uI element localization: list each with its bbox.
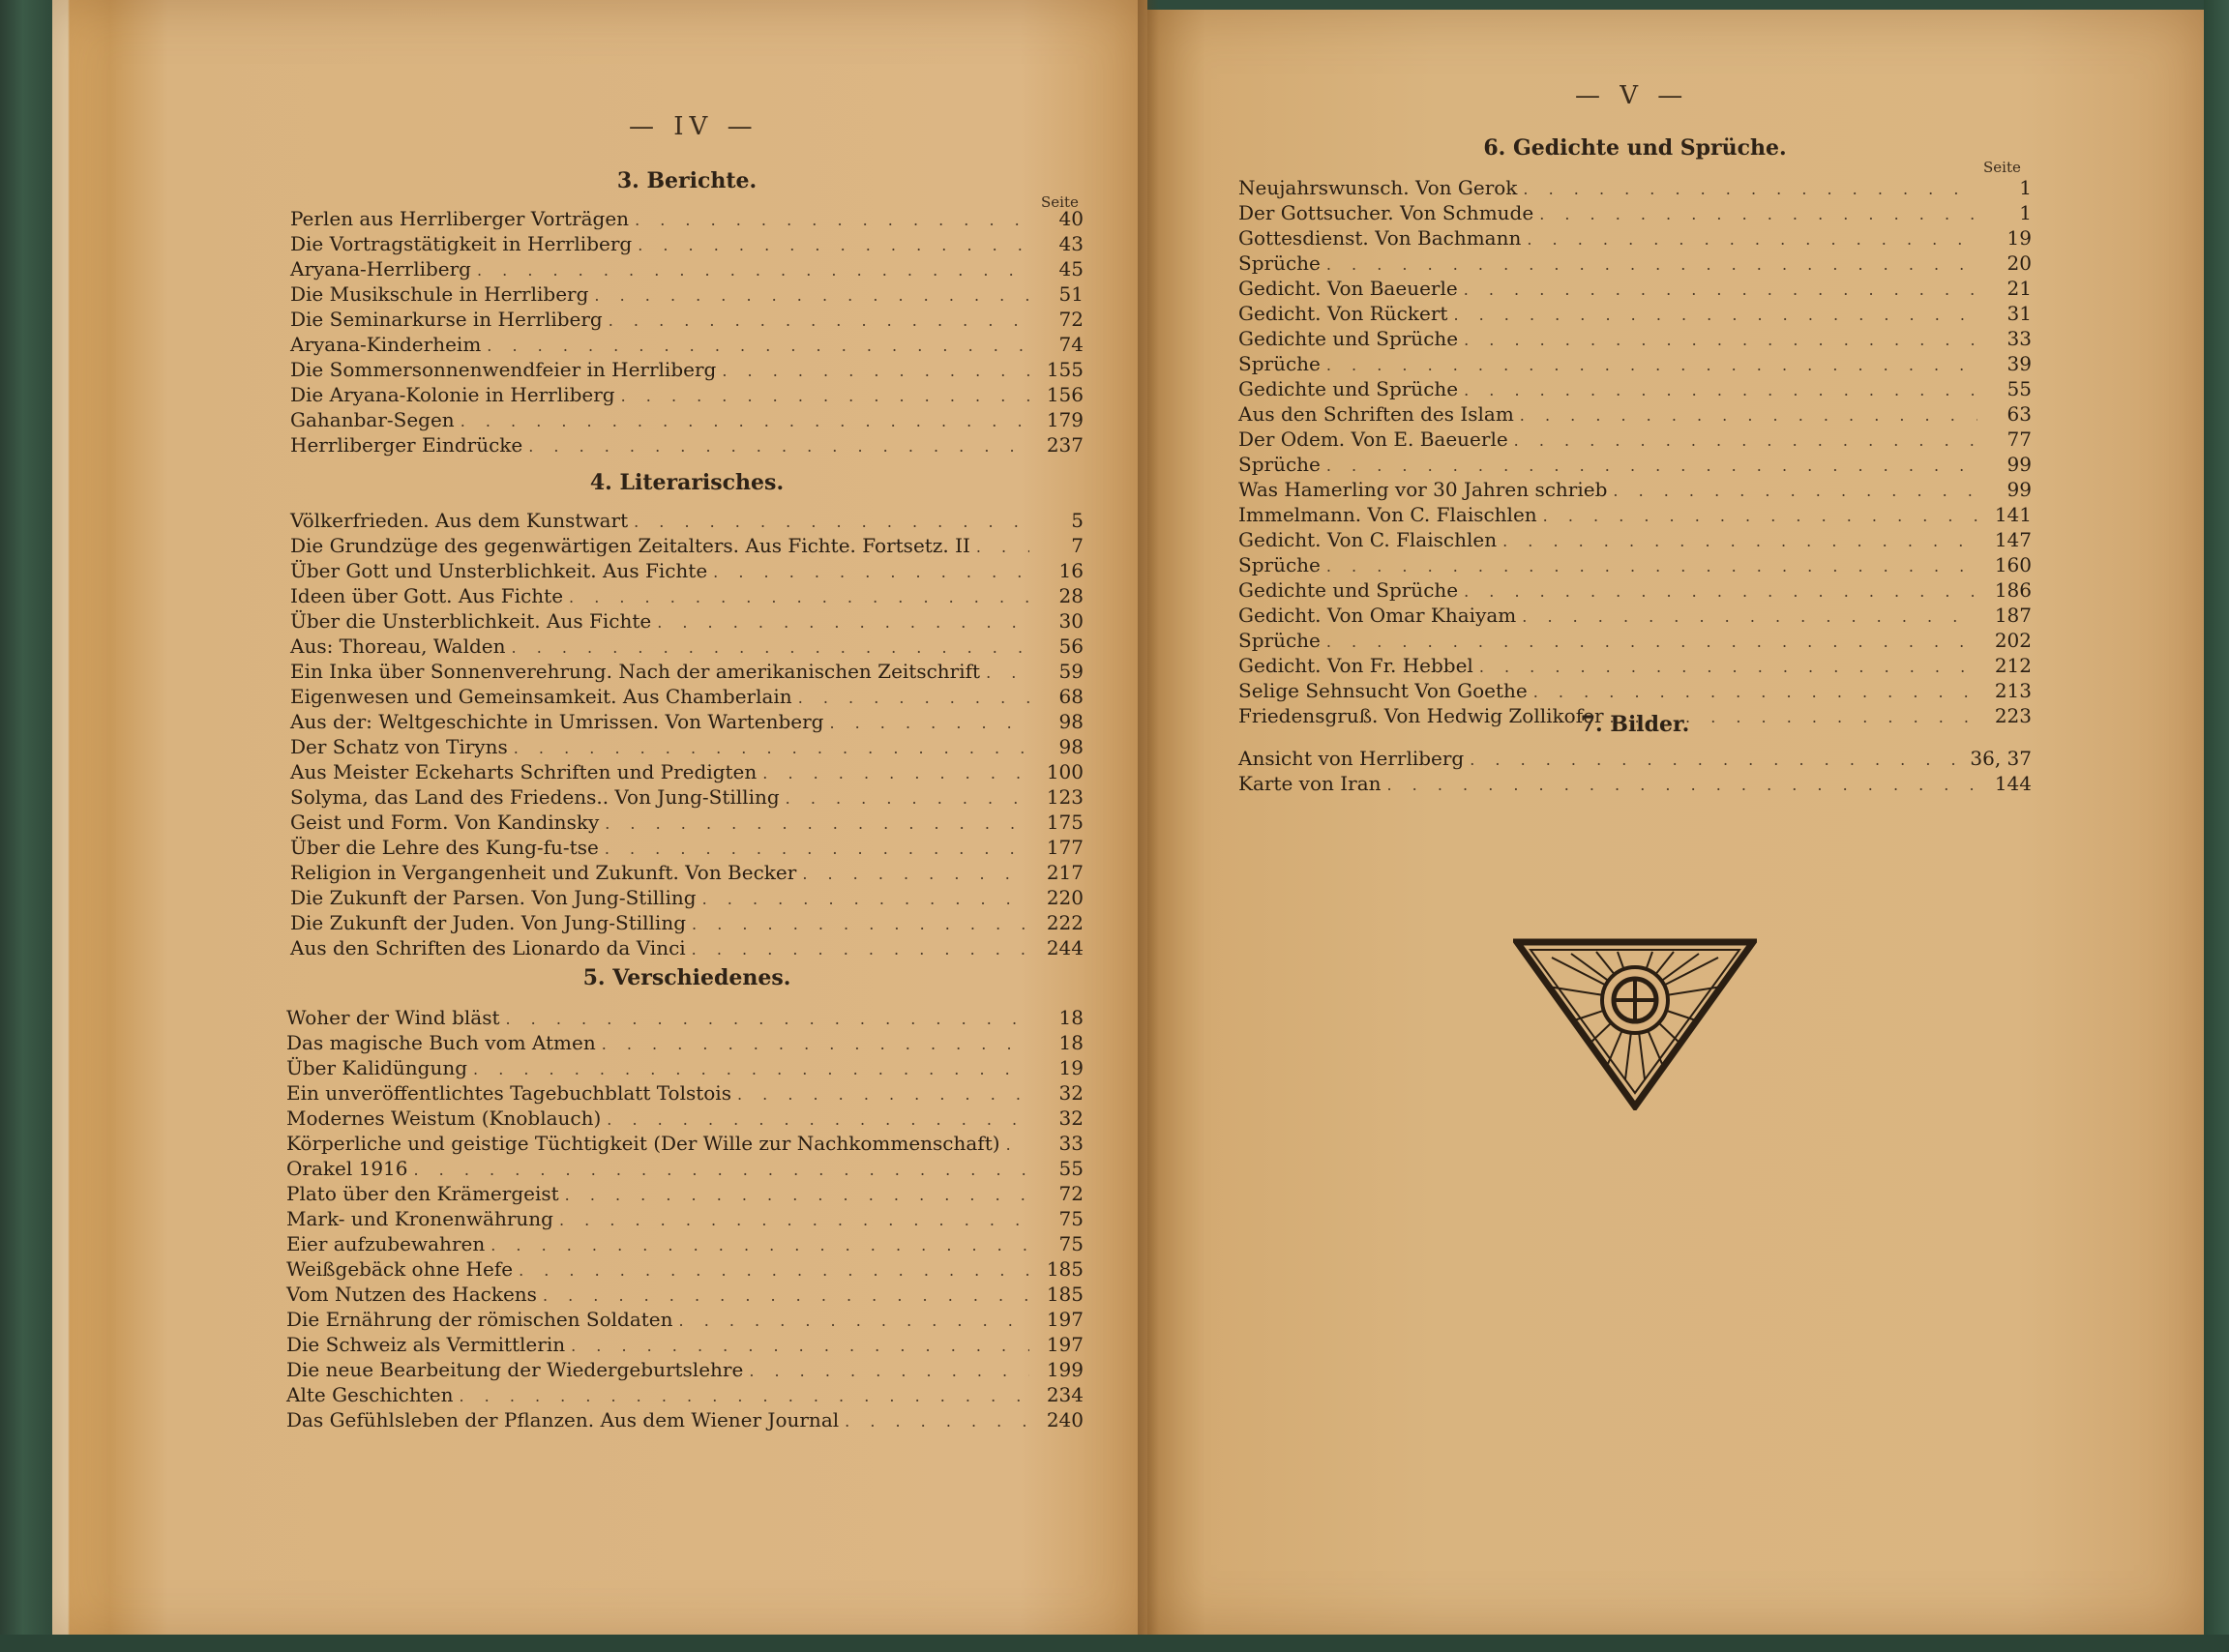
toc-entry-page: 185 <box>1046 1257 1084 1281</box>
dot-leader <box>490 1234 1029 1257</box>
toc-entry-aus-thoreau-walden <box>290 634 1084 660</box>
toc-entry-title: Neujahrswunsch. Von Gerok <box>1238 176 1518 199</box>
toc-entry-title: Eier aufzubewahren <box>286 1232 486 1255</box>
toc-entry-title: Die Schweiz als Vermittlerin <box>286 1333 566 1356</box>
dot-leader <box>569 586 1029 609</box>
toc-entry-selige-sehnsucht-von-goethe <box>1238 679 2032 704</box>
toc-entry-uber-kalidungung <box>286 1056 1084 1081</box>
toc-entry-spruche <box>1238 251 2032 277</box>
toc-entry-die-sommersonnenwendfeier-in-herrliberg <box>290 358 1084 383</box>
toc-entry-wei-geback-ohne-hefe <box>286 1257 1084 1283</box>
toc-entry-page: 32 <box>1058 1081 1084 1105</box>
toc-entry-mark-und-kronenwahrung <box>286 1207 1084 1232</box>
toc-entry-title: Woher der Wind bläst <box>286 1006 500 1029</box>
toc-entry-die-seminarkurse-in-herrliberg <box>290 308 1084 333</box>
toc-entry-title: Aus der: Weltgeschichte in Umrissen. Von Wartenberg <box>290 710 824 733</box>
toc-entry-page: 212 <box>1994 654 2032 677</box>
toc-entry-page: 16 <box>1058 559 1084 582</box>
toc-entry-page: 185 <box>1046 1283 1084 1306</box>
toc-entry-title: Alte Geschichten <box>286 1383 454 1406</box>
toc-entry-geist-und-form-von-kandinsky <box>290 811 1084 836</box>
toc-entry-title: Modernes Weistum (Knoblauch) <box>286 1106 602 1130</box>
toc-entry-gedicht-von-baeuerle <box>1238 277 2032 302</box>
toc-entry-ein-unveroffentlichtes-tagebuchblatt-tol <box>286 1081 1084 1106</box>
toc-entry-page: 51 <box>1058 282 1084 306</box>
dot-leader <box>798 687 1029 710</box>
dot-leader <box>1326 455 1977 478</box>
dot-leader <box>786 787 1029 811</box>
toc-entry-page: 155 <box>1046 358 1084 381</box>
toc-entry-title: Friedensgruß. Von Hedwig Zollikofer <box>1238 704 1604 727</box>
toc-entry-page: 19 <box>1058 1056 1084 1079</box>
toc-entry-alte-geschichten <box>286 1383 1084 1408</box>
dot-leader <box>609 310 1029 333</box>
dot-leader <box>986 662 1029 685</box>
dot-leader <box>713 561 1029 584</box>
toc-entry-title: Aus den Schriften des Islam <box>1238 402 1514 426</box>
toc-entry-spruche <box>1238 629 2032 654</box>
dot-leader <box>1464 379 1977 402</box>
toc-entry-title: Gedicht. Von C. Flaischlen <box>1238 528 1498 551</box>
toc-entry-die-vortragstatigkeit-in-herrliberg <box>290 232 1084 257</box>
toc-entry-title: Gahanbar-Segen <box>290 408 455 431</box>
page-number-left: — IV — <box>629 112 758 141</box>
dot-leader <box>1326 555 1977 578</box>
toc-entry-page: 55 <box>1058 1157 1084 1180</box>
toc-entry-page: 36, 37 <box>1970 747 2032 770</box>
toc-entry-title: Die Ernährung der römischen Soldaten <box>286 1308 673 1331</box>
toc-entry-page: 202 <box>1994 629 2032 652</box>
toc-entry-immelmann-von-c-flaischlen <box>1238 503 2032 528</box>
dot-leader <box>829 712 1029 735</box>
dot-leader <box>602 1033 1029 1056</box>
toc-entry-page: 33 <box>2006 327 2032 350</box>
toc-entry-title: Gottesdienst. Von Bachmann <box>1238 226 1522 250</box>
toc-entry-page: 31 <box>2006 302 2032 325</box>
toc-entry-title: Sprüche <box>1238 553 1321 576</box>
dot-leader <box>1464 279 1977 302</box>
toc-entry-title: Die neue Bearbeitung der Wiedergeburtslehre <box>286 1358 744 1381</box>
toc-entry-page: 98 <box>1058 735 1084 758</box>
dot-leader <box>635 209 1029 232</box>
toc-entry-title: Das Gefühlsleben der Pflanzen. Aus dem Wiener Journal <box>286 1408 840 1431</box>
dot-leader <box>762 762 1029 785</box>
dot-leader <box>1326 354 1977 377</box>
toc-entry-solyma-das-land-des-friedens-von-jung-st <box>290 785 1084 811</box>
toc-entry-page: 33 <box>1058 1132 1084 1155</box>
toc-entry-page: 72 <box>1058 308 1084 331</box>
toc-entry-die-neue-bearbeitung-der-wiedergeburtsle <box>286 1358 1084 1383</box>
dot-leader <box>543 1284 1029 1308</box>
dot-leader <box>461 410 1029 433</box>
toc-entry-uber-die-lehre-des-kung-fu-tse <box>290 836 1084 861</box>
toc-entry-page: 199 <box>1046 1358 1084 1381</box>
section-title-berichte: 3. Berichte. <box>616 168 758 193</box>
section-title-bilder: 7. Bilder. <box>1580 712 1690 737</box>
toc-entry-title: Der Gottsucher. Von Schmude <box>1238 201 1534 224</box>
dot-leader <box>638 234 1029 257</box>
toc-entry-page: 222 <box>1046 911 1084 934</box>
toc-entry-volkerfrieden-aus-dem-kunstwart <box>290 509 1084 534</box>
dot-leader <box>692 913 1029 936</box>
toc-entry-der-odem-von-e-baeuerle <box>1238 428 2032 453</box>
toc-entry-die-grundzuge-des-gegenwartigen-zeitalte <box>290 534 1084 559</box>
dot-leader <box>1470 749 1964 772</box>
toc-entry-page: 237 <box>1046 433 1084 457</box>
toc-entry-page: 56 <box>1058 634 1084 658</box>
toc-entry-page: 175 <box>1046 811 1084 834</box>
toc-entry-page: 160 <box>1994 553 2032 576</box>
toc-entry-uber-gott-und-unsterblichkeit-aus-fichte <box>290 559 1084 584</box>
toc-entry-gottesdienst-von-bachmann <box>1238 226 2032 251</box>
dot-leader <box>559 1209 1029 1232</box>
toc-entry-title: Sprüche <box>1238 352 1321 375</box>
section-title-gedichte: 6. Gedichte und Sprüche. <box>1483 135 1787 161</box>
toc-entry-title: Vom Nutzen des Hackens <box>286 1283 537 1306</box>
dot-leader <box>1006 1134 1029 1157</box>
dot-leader <box>514 737 1029 760</box>
toc-entry-title: Die Vortragstätigkeit in Herrliberg <box>290 232 633 255</box>
toc-entry-page: 98 <box>1058 710 1084 733</box>
dot-leader <box>679 1310 1029 1333</box>
toc-entry-die-aryana-kolonie-in-herrliberg <box>290 383 1084 408</box>
page-number-right: — V — <box>1575 81 1689 110</box>
toc-entry-title: Karte von Iran <box>1238 772 1382 795</box>
toc-entry-page: 240 <box>1046 1408 1084 1431</box>
toc-entry-title: Aryana-Herrliberg <box>290 257 471 280</box>
toc-entry-ansicht-von-herrliberg <box>1238 747 2032 772</box>
toc-entry-title: Über Gott und Unsterblichkeit. Aus Fichte <box>290 559 708 582</box>
dot-leader <box>749 1360 1029 1383</box>
toc-entry-page: 75 <box>1058 1232 1084 1255</box>
toc-entry-gedichte-und-spruche <box>1238 578 2032 604</box>
toc-entry-die-schweiz-als-vermittlerin <box>286 1333 1084 1358</box>
toc-entry-ein-inka-uber-sonnenverehrung-nach-der-a <box>290 660 1084 685</box>
toc-entry-gedicht-von-c-flaischlen <box>1238 528 2032 553</box>
toc-entry-title: Was Hamerling vor 30 Jahren schrieb <box>1238 478 1608 501</box>
toc-entry-title: Ideen über Gott. Aus Fichte <box>290 584 564 607</box>
toc-entry-title: Perlen aus Herrliberger Vorträgen <box>290 207 630 230</box>
toc-entry-title: Eigenwesen und Gemeinsamkeit. Aus Chamberlain <box>290 685 792 708</box>
toc-entry-was-hamerling-vor-30-jahren-schrieb <box>1238 478 2032 503</box>
dot-leader <box>722 360 1029 383</box>
toc-entry-gedicht-von-ruckert <box>1238 302 2032 327</box>
toc-entry-page: 7 <box>1071 534 1084 557</box>
seite-label-left: Seite <box>1041 193 1079 211</box>
toc-entry-title: Geist und Form. Von Kandinsky <box>290 811 600 834</box>
toc-entry-title: Gedichte und Sprüche <box>1238 578 1459 602</box>
dot-leader <box>1520 404 1977 428</box>
toc-list-bilder <box>1238 747 2032 797</box>
book-cover-edge-right <box>2204 0 2229 1652</box>
toc-entry-title: Ein unveröffentlichtes Tagebuchblatt Tolstois <box>286 1081 731 1105</box>
toc-entry-perlen-aus-herrliberger-vortragen <box>290 207 1084 232</box>
dot-leader <box>1326 253 1977 277</box>
toc-entry-title: Über Kalidüngung <box>286 1056 468 1079</box>
toc-entry-aryana-kinderheim <box>290 333 1084 358</box>
toc-entry-aus-den-schriften-des-lionardo-da-vinci <box>290 936 1084 961</box>
toc-entry-title: Plato über den Krämergeist <box>286 1182 559 1205</box>
triangle-sun-cross-emblem <box>1513 938 1757 1110</box>
dot-leader <box>802 863 1029 886</box>
toc-entry-title: Der Schatz von Tiryns <box>290 735 508 758</box>
toc-entry-title: Die Musikschule in Herrliberg <box>290 282 589 306</box>
toc-entry-page: 244 <box>1046 936 1084 959</box>
dot-leader <box>1464 580 1977 604</box>
toc-entry-title: Gedicht. Von Fr. Hebbel <box>1238 654 1473 677</box>
toc-entry-title: Die Zukunft der Parsen. Von Jung-Stilling <box>290 886 697 909</box>
toc-entry-page: 220 <box>1046 886 1084 909</box>
dot-leader <box>477 259 1029 282</box>
toc-entry-title: Gedicht. Von Baeuerle <box>1238 277 1458 300</box>
dot-leader <box>1326 631 1977 654</box>
dot-leader <box>702 888 1029 911</box>
dot-leader <box>621 385 1029 408</box>
dot-leader <box>1539 203 1977 226</box>
toc-entry-title: Gedicht. Von Omar Khaiyam <box>1238 604 1517 627</box>
toc-entry-gedichte-und-spruche <box>1238 327 2032 352</box>
toc-entry-page: 68 <box>1058 685 1084 708</box>
dot-leader <box>1533 681 1977 704</box>
dot-leader <box>1479 656 1977 679</box>
toc-entry-religion-in-vergangenheit-und-zukunft-vo <box>290 861 1084 886</box>
toc-entry-page: 5 <box>1071 509 1084 532</box>
dot-leader <box>1502 530 1977 553</box>
toc-entry-page: 187 <box>1994 604 2032 627</box>
dot-leader <box>1464 329 1977 352</box>
toc-entry-eigenwesen-und-gemeinsamkeit-aus-chamber <box>290 685 1084 710</box>
toc-entry-die-ernahrung-der-romischen-soldaten <box>286 1308 1084 1333</box>
toc-entry-gedichte-und-spruche <box>1238 377 2032 402</box>
dot-leader <box>607 1108 1029 1132</box>
toc-entry-aus-den-schriften-des-islam <box>1238 402 2032 428</box>
dot-leader <box>528 435 1029 458</box>
toc-entry-page: 77 <box>2006 428 2032 451</box>
toc-entry-page: 99 <box>2006 453 2032 476</box>
toc-entry-page: 123 <box>1046 785 1084 809</box>
dot-leader <box>594 284 1029 308</box>
toc-entry-title: Körperliche und geistige Tüchtigkeit (Der Wille zur Nachkommenschaft) <box>286 1132 1000 1155</box>
toc-entry-neujahrswunsch-von-gerok <box>1238 176 2032 201</box>
toc-entry-title: Sprüche <box>1238 453 1321 476</box>
toc-entry-modernes-weistum-knoblauch <box>286 1106 1084 1132</box>
dot-leader <box>605 812 1029 836</box>
toc-entry-title: Orakel 1916 <box>286 1157 408 1180</box>
dot-leader <box>487 335 1029 358</box>
toc-entry-der-gottsucher-von-schmude <box>1238 201 2032 226</box>
toc-entry-spruche <box>1238 352 2032 377</box>
toc-entry-gedicht-von-omar-khaiyam <box>1238 604 2032 629</box>
dot-leader <box>506 1008 1030 1031</box>
toc-entry-page: 156 <box>1046 383 1084 406</box>
toc-entry-das-gefuhlsleben-der-pflanzen-aus-dem-wi <box>286 1408 1084 1433</box>
toc-entry-page: 197 <box>1046 1333 1084 1356</box>
dot-leader <box>473 1058 1029 1081</box>
dot-leader <box>1527 228 1977 251</box>
toc-entry-title: Die Sommersonnenwendfeier in Herrliberg <box>290 358 717 381</box>
toc-entry-title: Aus: Thoreau, Walden <box>290 634 506 658</box>
dot-leader <box>737 1083 1029 1106</box>
book-gutter <box>1138 0 1159 1644</box>
toc-entry-page: 144 <box>1994 772 2032 795</box>
dot-leader <box>1613 480 1977 503</box>
toc-entry-page: 217 <box>1046 861 1084 884</box>
toc-entry-karte-von-iran <box>1238 772 2032 797</box>
toc-entry-die-zukunft-der-juden-von-jung-stilling <box>290 911 1084 936</box>
toc-entry-page: 75 <box>1058 1207 1084 1230</box>
seite-label-right: Seite <box>1983 159 2021 176</box>
toc-entry-title: Sprüche <box>1238 251 1321 275</box>
section-title-literarisches: 4. Literarisches. <box>589 470 785 495</box>
dot-leader <box>414 1159 1030 1182</box>
toc-entry-page: 32 <box>1058 1106 1084 1130</box>
dot-leader <box>1522 605 1977 629</box>
dot-leader <box>605 838 1029 861</box>
toc-entry-title: Das magische Buch vom Atmen <box>286 1031 596 1054</box>
dot-leader <box>512 636 1029 660</box>
toc-entry-page: 19 <box>2006 226 2032 250</box>
toc-entry-title: Immelmann. Von C. Flaischlen <box>1238 503 1537 526</box>
toc-entry-page: 18 <box>1058 1031 1084 1054</box>
toc-entry-title: Solyma, das Land des Friedens.. Von Jung-Stilling <box>290 785 780 809</box>
toc-entry-page: 63 <box>2006 402 2032 426</box>
toc-list-berichte <box>290 207 1084 458</box>
toc-entry-page: 213 <box>1994 679 2032 702</box>
toc-entry-plato-uber-den-kramergeist <box>286 1182 1084 1207</box>
toc-list-gedichte <box>1238 176 2032 729</box>
toc-entry-die-musikschule-in-herrliberg <box>290 282 1084 308</box>
toc-entry-page: 234 <box>1046 1383 1084 1406</box>
toc-entry-page: 223 <box>1994 704 2032 727</box>
toc-entry-title: Über die Unsterblichkeit. Aus Fichte <box>290 609 652 633</box>
dot-leader <box>519 1259 1029 1283</box>
toc-entry-title: Ansicht von Herrliberg <box>1238 747 1465 770</box>
toc-entry-page: 20 <box>2006 251 2032 275</box>
toc-entry-page: 55 <box>2006 377 2032 400</box>
toc-entry-page: 21 <box>2006 277 2032 300</box>
toc-entry-korperliche-und-geistige-tuchtigkeit-der <box>286 1132 1084 1157</box>
toc-entry-title: Aryana-Kinderheim <box>290 333 482 356</box>
toc-entry-page: 177 <box>1046 836 1084 859</box>
dot-leader <box>459 1385 1029 1408</box>
toc-entry-das-magische-buch-vom-atmen <box>286 1031 1084 1056</box>
toc-entry-page: 39 <box>2006 352 2032 375</box>
toc-entry-title: Selige Sehnsucht Von Goethe <box>1238 679 1528 702</box>
toc-entry-title: Religion in Vergangenheit und Zukunft. Von Becker <box>290 861 797 884</box>
toc-entry-page: 18 <box>1058 1006 1084 1029</box>
toc-entry-page: 179 <box>1046 408 1084 431</box>
toc-entry-page: 147 <box>1994 528 2032 551</box>
toc-entry-title: Herrliberger Eindrücke <box>290 433 523 457</box>
toc-entry-uber-die-unsterblichkeit-aus-fichte <box>290 609 1084 634</box>
dot-leader <box>634 511 1029 534</box>
toc-entry-title: Weißgebäck ohne Hefe <box>286 1257 514 1281</box>
toc-entry-vom-nutzen-des-hackens <box>286 1283 1084 1308</box>
toc-entry-ideen-uber-gott-aus-fichte <box>290 584 1084 609</box>
toc-entry-page: 59 <box>1058 660 1084 683</box>
dot-leader <box>657 611 1029 634</box>
dot-leader <box>571 1335 1029 1358</box>
toc-entry-title: Die Seminarkurse in Herrliberg <box>290 308 603 331</box>
toc-list-verschiedenes <box>286 1006 1084 1433</box>
book-cover-edge-bottom <box>0 1635 2229 1652</box>
toc-entry-title: Sprüche <box>1238 629 1321 652</box>
dot-leader <box>1514 429 1977 453</box>
dot-leader <box>692 938 1029 961</box>
dot-leader <box>976 536 1029 559</box>
toc-entry-page: 30 <box>1058 609 1084 633</box>
toc-entry-die-zukunft-der-parsen-von-jung-stilling <box>290 886 1084 911</box>
toc-entry-page: 1 <box>2019 201 2032 224</box>
toc-entry-title: Mark- und Kronenwährung <box>286 1207 553 1230</box>
dot-leader <box>1523 178 1977 201</box>
toc-entry-aus-der-weltgeschichte-in-umrissen-von-w <box>290 710 1084 735</box>
toc-entry-orakel-1916 <box>286 1157 1084 1182</box>
toc-entry-aus-meister-eckeharts-schriften-und-pred <box>290 760 1084 785</box>
dot-leader <box>1453 304 1977 327</box>
toc-entry-page: 43 <box>1058 232 1084 255</box>
book-cover-edge-left <box>0 0 58 1652</box>
toc-entry-title: Gedicht. Von Rückert <box>1238 302 1448 325</box>
toc-entry-herrliberger-eindrucke <box>290 433 1084 458</box>
toc-entry-page: 72 <box>1058 1182 1084 1205</box>
toc-entry-spruche <box>1238 553 2032 578</box>
toc-entry-page: 100 <box>1046 760 1084 783</box>
toc-entry-page: 40 <box>1058 207 1084 230</box>
toc-entry-title: Die Aryana-Kolonie in Herrliberg <box>290 383 615 406</box>
dot-leader <box>845 1410 1029 1433</box>
toc-entry-title: Über die Lehre des Kung-fu-tse <box>290 836 599 859</box>
toc-entry-page: 99 <box>2006 478 2032 501</box>
toc-entry-title: Gedichte und Sprüche <box>1238 327 1459 350</box>
toc-entry-page: 186 <box>1994 578 2032 602</box>
toc-entry-der-schatz-von-tiryns <box>290 735 1084 760</box>
dot-leader <box>565 1184 1029 1207</box>
toc-entry-page: 197 <box>1046 1308 1084 1331</box>
toc-entry-page: 74 <box>1058 333 1084 356</box>
toc-entry-page: 1 <box>2019 176 2032 199</box>
dot-leader <box>1543 505 1977 528</box>
toc-entry-gahanbar-segen <box>290 408 1084 433</box>
toc-entry-title: Der Odem. Von E. Baeuerle <box>1238 428 1508 451</box>
toc-list-literarisches <box>290 509 1084 961</box>
toc-entry-page: 141 <box>1994 503 2032 526</box>
toc-entry-page: 45 <box>1058 257 1084 280</box>
toc-entry-page: 28 <box>1058 584 1084 607</box>
toc-entry-title: Die Zukunft der Juden. Von Jung-Stilling <box>290 911 687 934</box>
toc-entry-title: Völkerfrieden. Aus dem Kunstwart <box>290 509 629 532</box>
toc-entry-title: Gedichte und Sprüche <box>1238 377 1459 400</box>
dot-leader <box>1387 774 1978 797</box>
toc-entry-title: Aus Meister Eckeharts Schriften und Predigten <box>290 760 758 783</box>
toc-entry-woher-der-wind-blast <box>286 1006 1084 1031</box>
toc-entry-aryana-herrliberg <box>290 257 1084 282</box>
toc-entry-eier-aufzubewahren <box>286 1232 1084 1257</box>
section-title-verschiedenes: 5. Verschiedenes. <box>582 965 791 990</box>
toc-entry-gedicht-von-fr-hebbel <box>1238 654 2032 679</box>
toc-entry-title: Ein Inka über Sonnenverehrung. Nach der amerikanischen Zeitschrift <box>290 660 981 683</box>
toc-entry-spruche <box>1238 453 2032 478</box>
toc-entry-title: Aus den Schriften des Lionardo da Vinci <box>290 936 686 959</box>
toc-entry-title: Die Grundzüge des gegenwärtigen Zeitalters. Aus Fichte. Fortsetz. II <box>290 534 970 557</box>
